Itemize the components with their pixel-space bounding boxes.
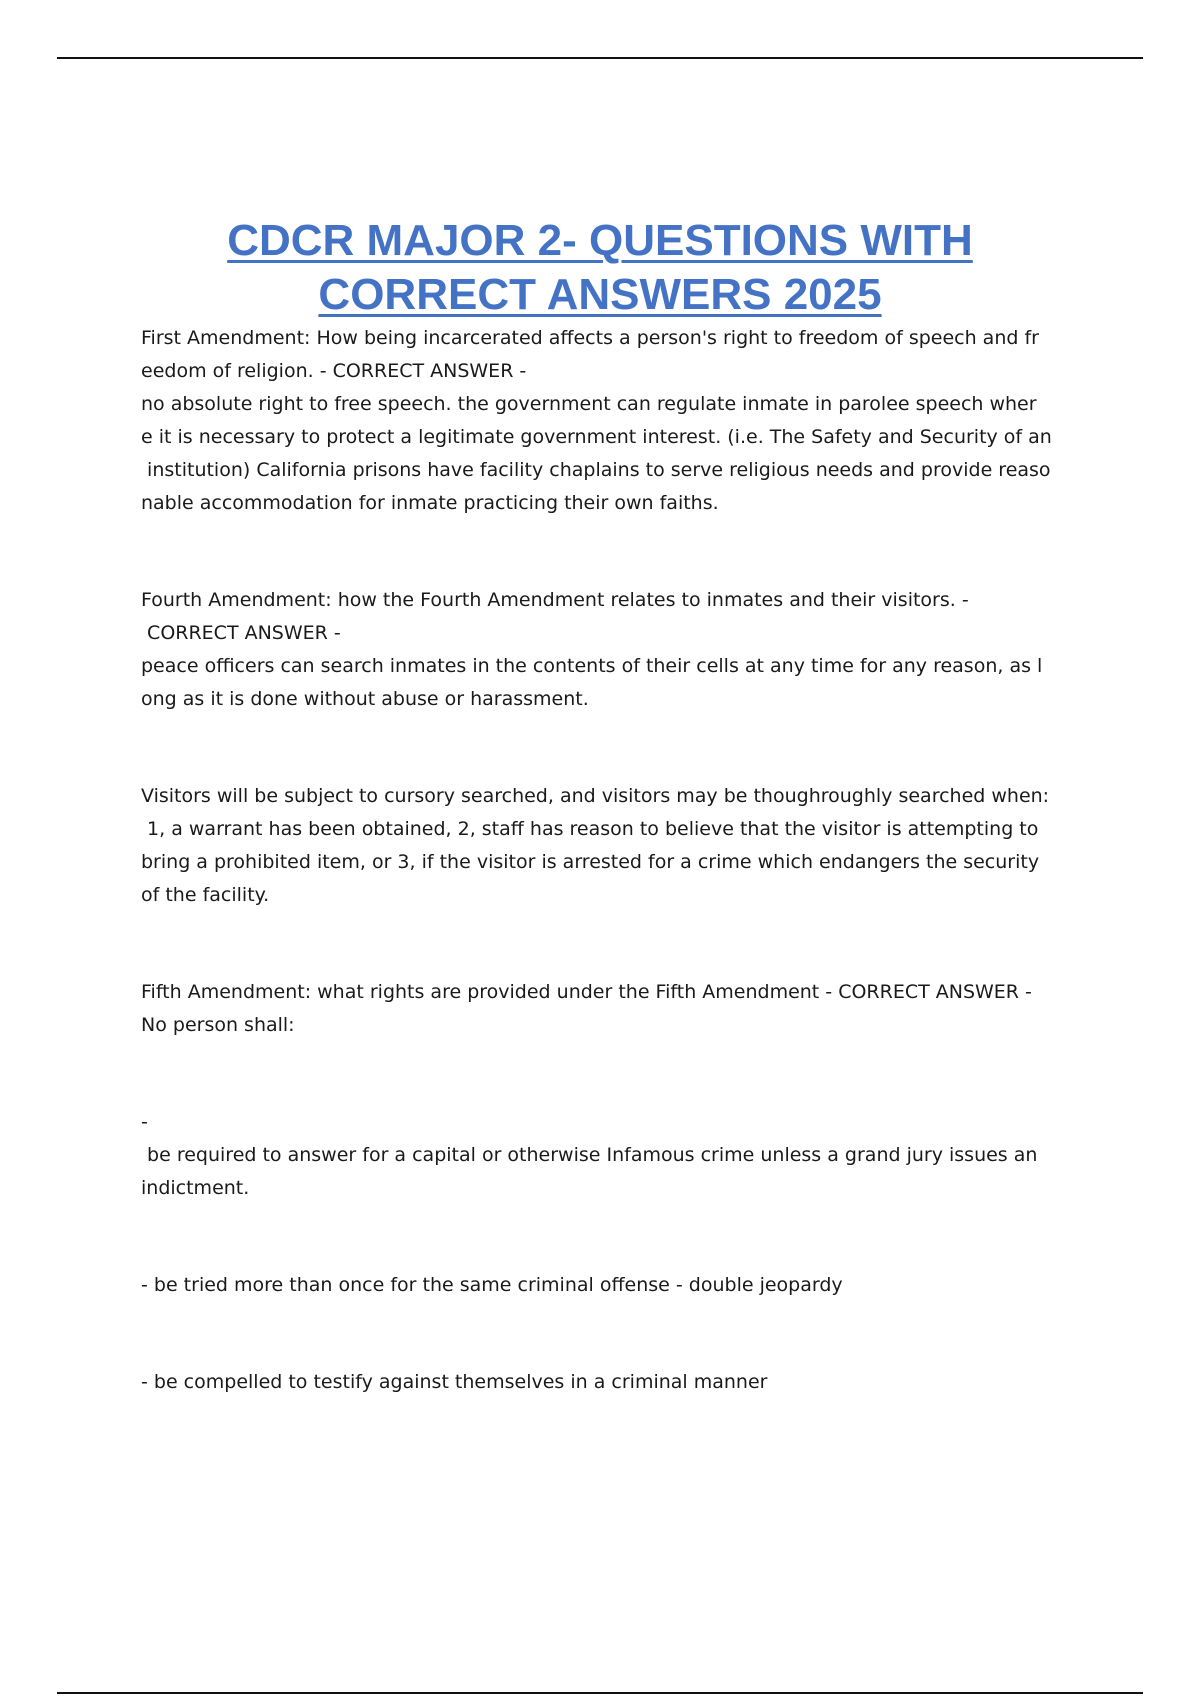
text-line: - xyxy=(141,1111,148,1133)
text-line: Fourth Amendment: how the Fourth Amendment relates to inmates and their visitors. - xyxy=(141,589,969,611)
spacer xyxy=(141,912,1061,976)
fourth-amendment-block xyxy=(141,584,1061,716)
text-line: of the facility. xyxy=(141,884,270,906)
spacer xyxy=(141,716,1061,780)
spacer xyxy=(141,520,1061,584)
visitors-block xyxy=(141,780,1061,912)
top-rule xyxy=(57,57,1143,59)
text-line: Fifth Amendment: what rights are provided under the Fifth Amendment - CORRECT ANSWER - xyxy=(141,981,1032,1003)
text-line: bring a prohibited item, or 3, if the visitor is arrested for a crime which endangers the security xyxy=(141,851,1040,873)
document-title xyxy=(100,214,1100,322)
bottom-rule xyxy=(57,1692,1143,1694)
text-line: nable accommodation for inmate practicing their own faiths. xyxy=(141,492,719,514)
title-line-1: CDCR MAJOR 2- QUESTIONS WITH xyxy=(227,216,973,265)
spacer xyxy=(141,1042,1061,1106)
text-line: eedom of religion. - CORRECT ANSWER - xyxy=(141,360,527,382)
document-body xyxy=(141,322,1061,1399)
spacer xyxy=(141,1302,1061,1366)
text-line: no absolute right to free speech. the government can regulate inmate in parolee speech wher xyxy=(141,393,1037,415)
text-line: indictment. xyxy=(141,1177,250,1199)
text-line: First Amendment: How being incarcerated affects a person's right to freedom of speech and fr xyxy=(141,327,1039,349)
spacer xyxy=(141,1205,1061,1269)
text-line: No person shall: xyxy=(141,1014,295,1036)
text-line: e it is necessary to protect a legitimate government interest. (i.e. The Safety and Security of an xyxy=(141,426,1052,448)
fifth-amendment-block xyxy=(141,976,1061,1042)
text-line: CORRECT ANSWER - xyxy=(141,622,341,644)
self-incrimination-block xyxy=(141,1366,1061,1399)
text-line: be required to answer for a capital or otherwise Infamous crime unless a grand jury issues an xyxy=(141,1144,1038,1166)
grand-jury-block xyxy=(141,1106,1061,1205)
double-jeopardy-block xyxy=(141,1269,1061,1302)
text-line: 1, a warrant has been obtained, 2, staff has reason to believe that the visitor is attempting to xyxy=(141,818,1039,840)
text-line: ong as it is done without abuse or harassment. xyxy=(141,688,589,710)
text-line: - be tried more than once for the same criminal offense - double jeopardy xyxy=(141,1274,843,1296)
text-line: institution) California prisons have facility chaplains to serve religious needs and provide reaso xyxy=(141,459,1051,481)
text-line: peace officers can search inmates in the contents of their cells at any time for any reason, as l xyxy=(141,655,1043,677)
text-line: Visitors will be subject to cursory searched, and visitors may be thoughroughly searched when: xyxy=(141,785,1050,807)
first-amendment-block xyxy=(141,322,1061,520)
title-line-2: CORRECT ANSWERS 2025 xyxy=(318,270,882,319)
text-line: - be compelled to testify against themselves in a criminal manner xyxy=(141,1371,768,1393)
